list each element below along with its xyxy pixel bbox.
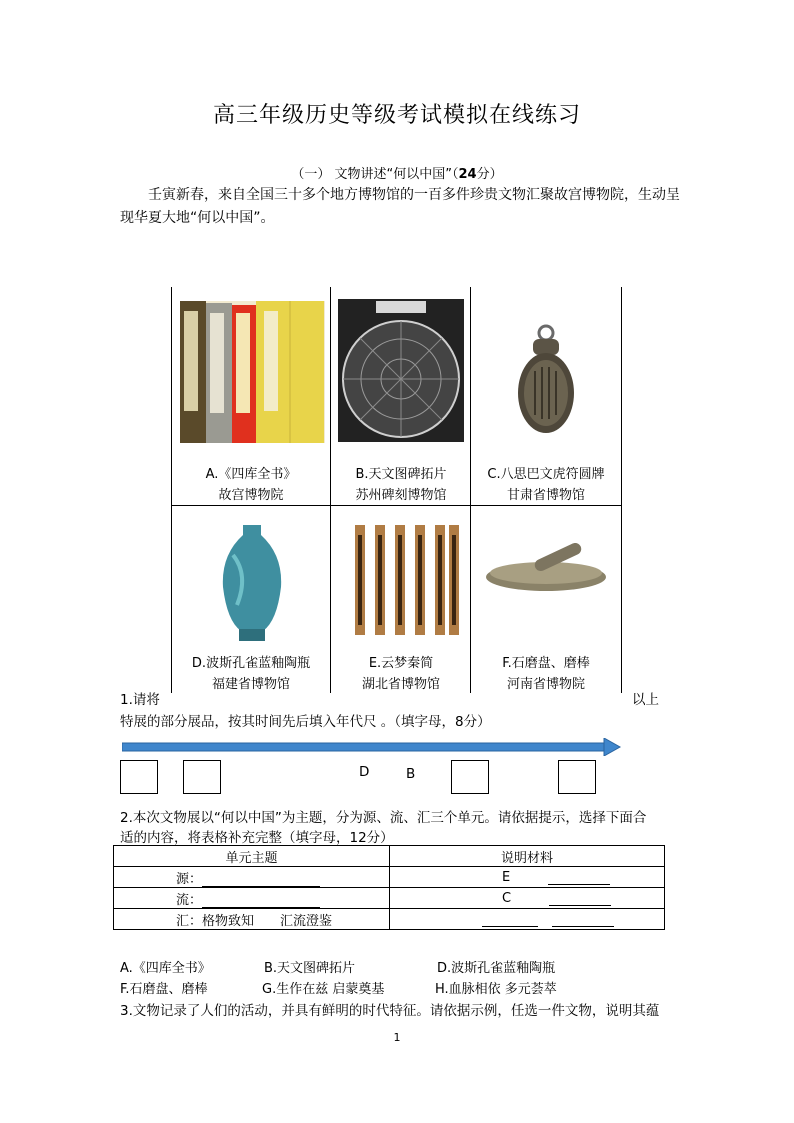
row-yuan: 源： bbox=[114, 867, 390, 888]
q2-line2: 适的内容，将表格补充完整（填字母，12分） bbox=[120, 830, 394, 846]
siku-quanshu-image bbox=[180, 301, 325, 443]
row-hui: 汇：格物致知 汇流澄鉴 bbox=[114, 909, 390, 930]
q1-start: 1.请将 bbox=[120, 692, 160, 708]
q1-line2: 特展的部分展品，按其时间先后填入年代尺 。（填字母，8分） bbox=[120, 714, 491, 730]
answer-b: B bbox=[406, 766, 416, 782]
timeline-arrow bbox=[122, 738, 622, 760]
col-material: 说明材料 bbox=[390, 846, 665, 867]
bamboo-slips-image bbox=[355, 525, 459, 635]
q2-line1: 2.本次文物展以“何以中国”为主题，分为源、流、汇三个单元。请依据提示，选择下面合 bbox=[120, 810, 647, 826]
row-hui-material bbox=[390, 909, 665, 930]
caption-a: A.《四库全书》 故宫博物院 bbox=[205, 467, 297, 503]
row-liu-material: C bbox=[390, 888, 665, 909]
answer-box-1[interactable] bbox=[120, 760, 158, 794]
answer-d: D bbox=[359, 764, 370, 780]
answer-box-2[interactable] bbox=[183, 760, 221, 794]
caption-b: B.天文图碑拓片 苏州碑刻博物馆 bbox=[355, 467, 447, 503]
answer-box-4[interactable] bbox=[558, 760, 596, 794]
caption-e: E.云梦秦简 湖北省博物馆 bbox=[361, 656, 440, 692]
star-map-rubbing-image bbox=[338, 299, 464, 442]
intro-paragraph: 壬寅新春，来自全国三十多个地方博物馆的一百多件珍贵文物汇聚故宫博物院，生动呈现华夏大地“何以中国”。 bbox=[120, 187, 680, 226]
q3-text: 3.文物记录了人们的活动，并具有鲜明的时代特征。请依据示例，任选一件文物，说明其蕴 bbox=[120, 1003, 660, 1019]
q1-end: 以上 bbox=[632, 692, 659, 708]
grinding-stone-image bbox=[485, 543, 607, 593]
unit-table bbox=[113, 845, 665, 930]
col-theme: 单元主题 bbox=[114, 846, 390, 867]
option-b: B.天文图碑拓片 bbox=[264, 961, 356, 976]
option-f: F.石磨盘、磨棒 bbox=[120, 982, 208, 997]
caption-d: D.波斯孔雀蓝釉陶瓶 福建省博物馆 bbox=[191, 656, 311, 692]
caption-c: C.八思巴文虎符圆牌 甘肃省博物馆 bbox=[487, 467, 605, 503]
section-heading: （一） 文物讲述“何以中国”（24分） bbox=[291, 167, 503, 182]
page-number: 1 bbox=[393, 1031, 401, 1044]
option-d: D.波斯孔雀蓝釉陶瓶 bbox=[437, 961, 556, 976]
peacock-blue-vase-image bbox=[219, 525, 285, 643]
row-yuan-material: E bbox=[390, 867, 665, 888]
answer-box-3[interactable] bbox=[451, 760, 489, 794]
option-a: A.《四库全书》 bbox=[120, 961, 211, 976]
row-liu: 流： bbox=[114, 888, 390, 909]
artifact-grid bbox=[171, 287, 622, 693]
caption-f: F.石磨盘、磨棒 河南省博物院 bbox=[502, 656, 590, 692]
option-h: H.血脉相依 多元荟萃 bbox=[435, 982, 557, 997]
option-g: G.生作在兹 启蒙奠基 bbox=[262, 982, 385, 997]
page-title: 高三年级历史等级考试模拟在线练习 bbox=[212, 103, 581, 128]
tiger-tally-image bbox=[511, 323, 581, 435]
